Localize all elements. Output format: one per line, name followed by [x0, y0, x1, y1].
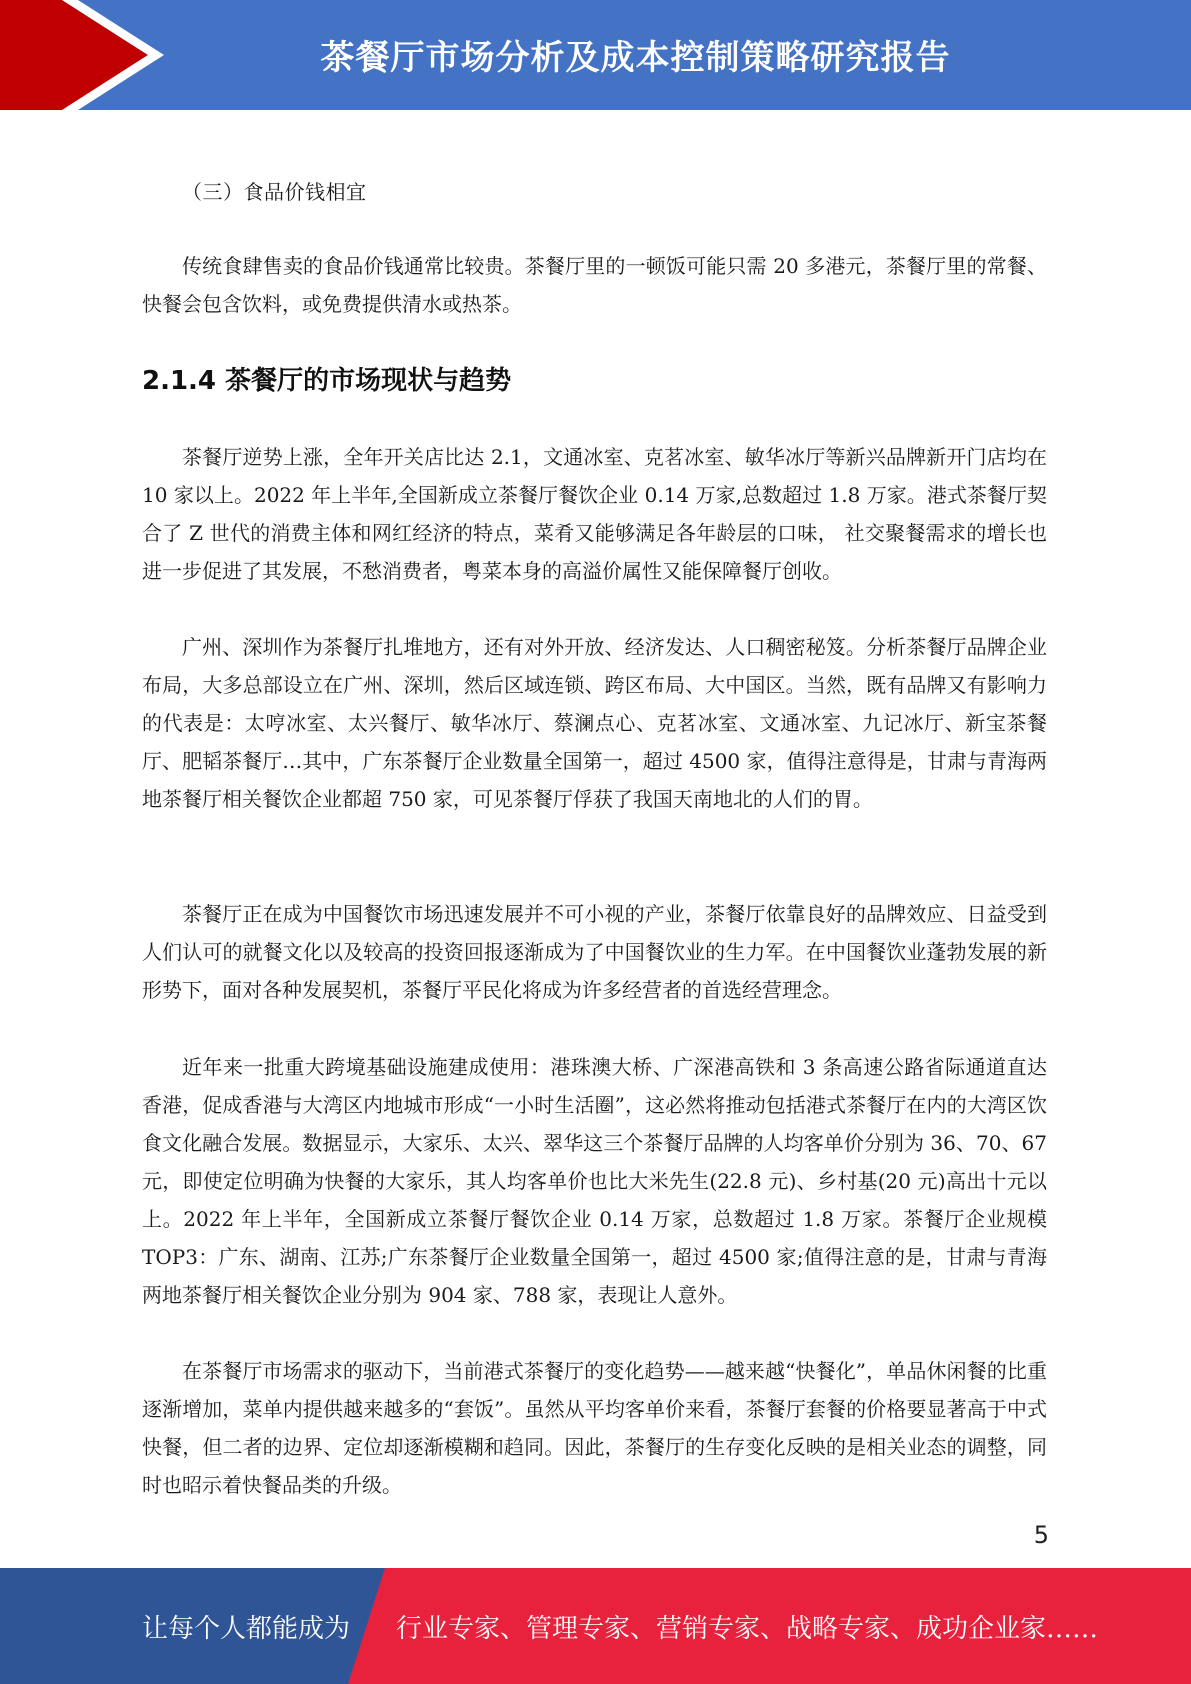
paragraph-industry-role: 茶餐厅正在成为中国餐饮市场迅速发展并不可小视的产业，茶餐厅依靠良好的品牌效应、日益受到人们认可的就餐文化以及较高的投资回报逐渐成为了中国餐饮业的生力军。在中国餐饮业蓬勃发展的新形势下，面对各种发展契机，茶餐厅平民化将成为许多经营者的首选经营理念。: [142, 902, 1047, 1002]
paragraph-fast-food-trend: 在茶餐厅市场需求的驱动下，当前港式茶餐厅的变化趋势——越来越“快餐化”，单品休闲餐的比重逐渐增加，菜单内提供越来越多的“套饭”。虽然从平均客单价来看，茶餐厅套餐的价格要显著高于中式快餐，但二者的边界、定位却逐渐模糊和趋同。因此，茶餐厅的生存变化反映的是相关业态的调整，同时也昭示着快餐品类的升级。: [142, 1359, 1047, 1497]
paragraph-food-price: 传统食肆售卖的食品价钱通常比较贵。茶餐厅里的一顿饭可能只需 20 多港元，茶餐厅里的常餐、快餐会包含饮料，或免费提供清水或热茶。: [142, 254, 1047, 316]
subsection-title: （三）食品价钱相宜: [182, 180, 367, 204]
page-number: 5: [1033, 1521, 1049, 1549]
report-title: 茶餐厅市场分析及成本控制策略研究报告: [320, 38, 951, 78]
paragraph-market-growth: 茶餐厅逆势上涨，全年开关店比达 2.1，文通冰室、克茗冰室、敏华冰厅等新兴品牌新开门店均在 10 家以上。2022 年上半年,全国新成立茶餐厅餐饮企业 0.14 万家,总数超过 1.8 万家。港式茶餐厅契合了 Z 世代的消费主体和网红经济的特点，菜肴又能够满足各年龄层的口味， 社交聚餐需求的增长也进一步促进了其发展，不愁消费者，粤菜本身的高溢价属性又能保障餐厅创收。: [142, 445, 1047, 583]
footer-slogan-left: 让每个人都能成为: [142, 1614, 351, 1644]
section-heading: 2.1.4 茶餐厅的市场现状与趋势: [142, 366, 512, 396]
footer-slogan-right: 行业专家、管理专家、营销专家、战略专家、成功企业家……: [396, 1614, 1099, 1644]
paragraph-brand-layout: 广州、深圳作为茶餐厅扎堆地方，还有对外开放、经济发达、人口稠密秘笈。分析茶餐厅品牌企业布局，大多总部设立在广州、深圳，然后区域连锁、跨区布局、大中国区。当然，既有品牌又有影响力的代表是：太哼冰室、太兴餐厅、敏华冰厅、蔡澜点心、克茗冰室、文通冰室、九记冰厅、新宝茶餐厅、肥韬茶餐厅…其中，广东茶餐厅企业数量全国第一，超过 4500 家，值得注意得是，甘肃与青海两地茶餐厅相关餐饮企业都超 750 家，可见茶餐厅俘获了我国天南地北的人们的胃。: [142, 635, 1047, 811]
page-header: [0, 0, 1191, 110]
page-footer: [0, 1568, 1191, 1684]
paragraph-greater-bay-area: 近年来一批重大跨境基础设施建成使用：港珠澳大桥、广深港高铁和 3 条高速公路省际通道直达香港，促成香港与大湾区内地城市形成“一小时生活圈”，这必然将推动包括港式茶餐厅在内的大湾区饮食文化融合发展。数据显示，大家乐、太兴、翠华这三个茶餐厅品牌的人均客单价分别为 36、70、67 元，即使定位明确为快餐的大家乐，其人均客单价也比大米先生(22.8 元)、乡村基(20 元)高出十元以上。2022 年上半年，全国新成立茶餐厅餐饮企业 0.14 万家，总数超过 1.8 万家。茶餐厅企业规模 TOP3：广东、湖南、江苏;广东茶餐厅企业数量全国第一，超过 4500 家;值得注意的是，甘肃与青海两地茶餐厅相关餐饮企业分别为 904 家、788 家，表现让人意外。: [142, 1055, 1047, 1307]
